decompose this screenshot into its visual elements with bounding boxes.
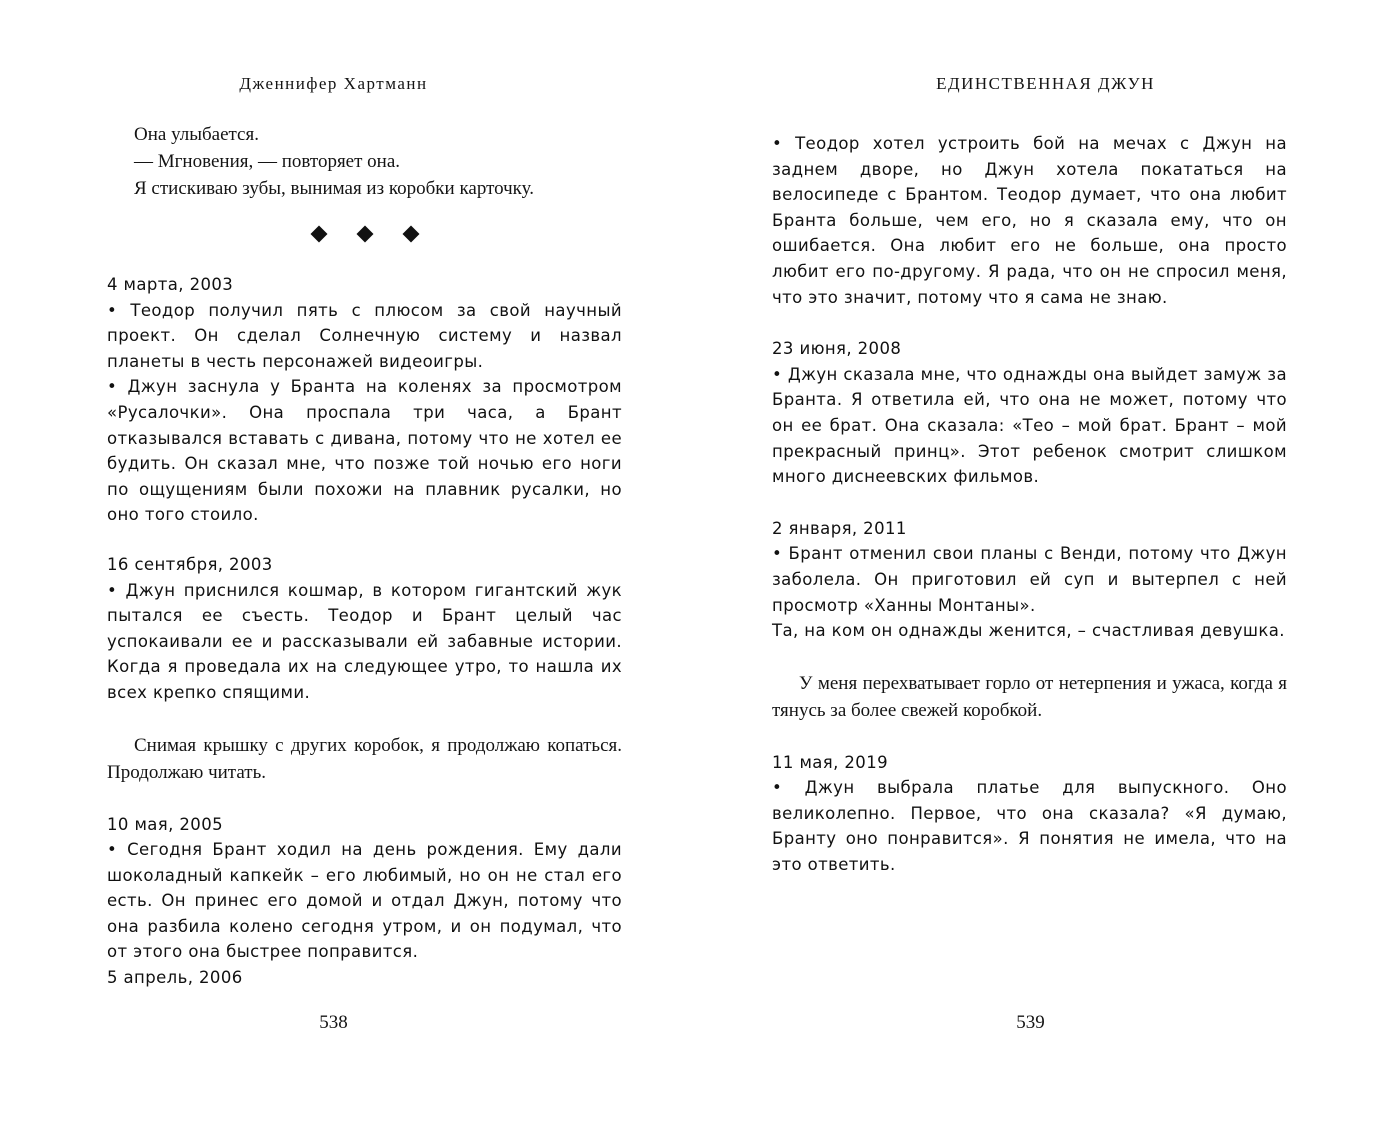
middle-prose: [772, 670, 1287, 724]
entry-bullet: • Джун приснился кошмар, в котором гигантский жук пытался ее съесть. Теодор и Брант целый час успокаивали ее и рассказывали ей забавные истории. Когда я проведала их на следующее утро, то нашла их всех крепко спящими.: [107, 580, 622, 702]
section-break-ornament: [107, 216, 622, 260]
entry-bullet: • Джун выбрала платье для выпускного. Оно великолепно. Первое, что она сказала? «Я думаю, Бранту оно понравится». Я понятия не имела, что на это ответить.: [772, 778, 1287, 875]
running-head-author: Дженнифер Хартманн: [239, 74, 428, 93]
prose-paragraph: У меня перехватывает горло от нетерпения и ужаса, когда я тянусь за более свежей коробкой.: [772, 672, 1287, 721]
entry-note: Та, на ком он однажды женится, – счастливая девушка.: [772, 621, 1285, 641]
diary-entry: [107, 812, 622, 991]
prose-line: — Мгновения, — повторяет она.: [134, 151, 401, 172]
entry-bullet: • Джун сказала мне, что однажды она выйдет замуж за Бранта. Я ответила ей, что она не может, потому что он ее брат. Она сказала: «Тео – мой брат. Брант – мой прекрасный принц». Этот ребенок смотрит слишком много диснеевских фильмов.: [772, 364, 1287, 487]
entry-bullet: • Теодор получил пять с плюсом за свой научный проект. Он сделал Солнечную систему и назвал планеты в честь персонажей видеоигры.: [107, 300, 622, 371]
entry-bullet: • Сегодня Брант ходил на день рождения. Ему дали шоколадный капкейк – его любимый, но он не стал его есть. Он принес его домой и отдал Джун, потому что она разбила колено сегодня утром, и он подумал, что от этого она быстрее поправится.: [107, 840, 622, 962]
middle-prose: [107, 732, 622, 786]
entry-bullet: • Брант отменил свои планы с Венди, потому что Джун заболела. Он приготовил ей суп и вытерпел с ней просмотр «Ханны Монтаны».: [772, 544, 1287, 615]
prose-line: Я стискиваю зубы, вынимая из коробки карточку.: [134, 178, 534, 199]
prose-paragraph: Снимая крышку с других коробок, я продолжаю копаться. Продолжаю читать.: [107, 734, 622, 783]
opening-prose: [107, 121, 622, 202]
entry-date: 2 января, 2011: [772, 518, 907, 538]
entry-bullet: • Теодор хотел устроить бой на мечах с Джун на заднем дворе, но Джун хотела покататься на велосипеде с Брантом. Теодор думает, что она любит Бранта больше, чем его, но я сказала ему, что он ошибается. Она любит его не больше, она просто любит его по-другому. Я рада, что он не спросил меня, что это значит, потому что я сама не знаю.: [772, 134, 1287, 307]
page-number: 539: [1016, 1012, 1045, 1033]
entry-date: 4 марта, 2003: [107, 275, 234, 294]
entry-bullet: • Джун заснула у Бранта на коленях за просмотром «Русалочки». Она проспала три часа, а Брант отказывался вставать с дивана, потому что не хотел ее будить. Он сказал мне, что позже той ночью его ноги по ощущениям были похожи на плавник русалки, но оно того стоило.: [107, 377, 622, 525]
left-text-block: [107, 121, 622, 991]
diary-entry: [772, 336, 1287, 490]
entry-date: 16 сентября, 2003: [107, 554, 273, 574]
diary-entry: [772, 131, 1287, 310]
running-head-title: ЕДИНСТВЕННАЯ ДЖУН: [936, 74, 1155, 93]
diamond-icon: [356, 226, 373, 243]
diary-entry: [772, 750, 1287, 878]
diary-entry: [107, 552, 622, 706]
page-number: 538: [319, 1012, 348, 1033]
diamond-icon: [402, 226, 419, 243]
prose-line: Она улыбается.: [134, 124, 259, 145]
diamond-icon: [310, 226, 327, 243]
right-text-block: [772, 131, 1287, 878]
entry-date: 10 мая, 2005: [107, 814, 224, 834]
diary-entry: [772, 516, 1287, 644]
diary-entry: [107, 272, 622, 528]
entry-date: 11 мая, 2019: [772, 752, 889, 772]
right-page: [697, 0, 1394, 1125]
entry-date: 23 июня, 2008: [772, 339, 902, 359]
entry-date: 5 апрель, 2006: [107, 968, 243, 988]
